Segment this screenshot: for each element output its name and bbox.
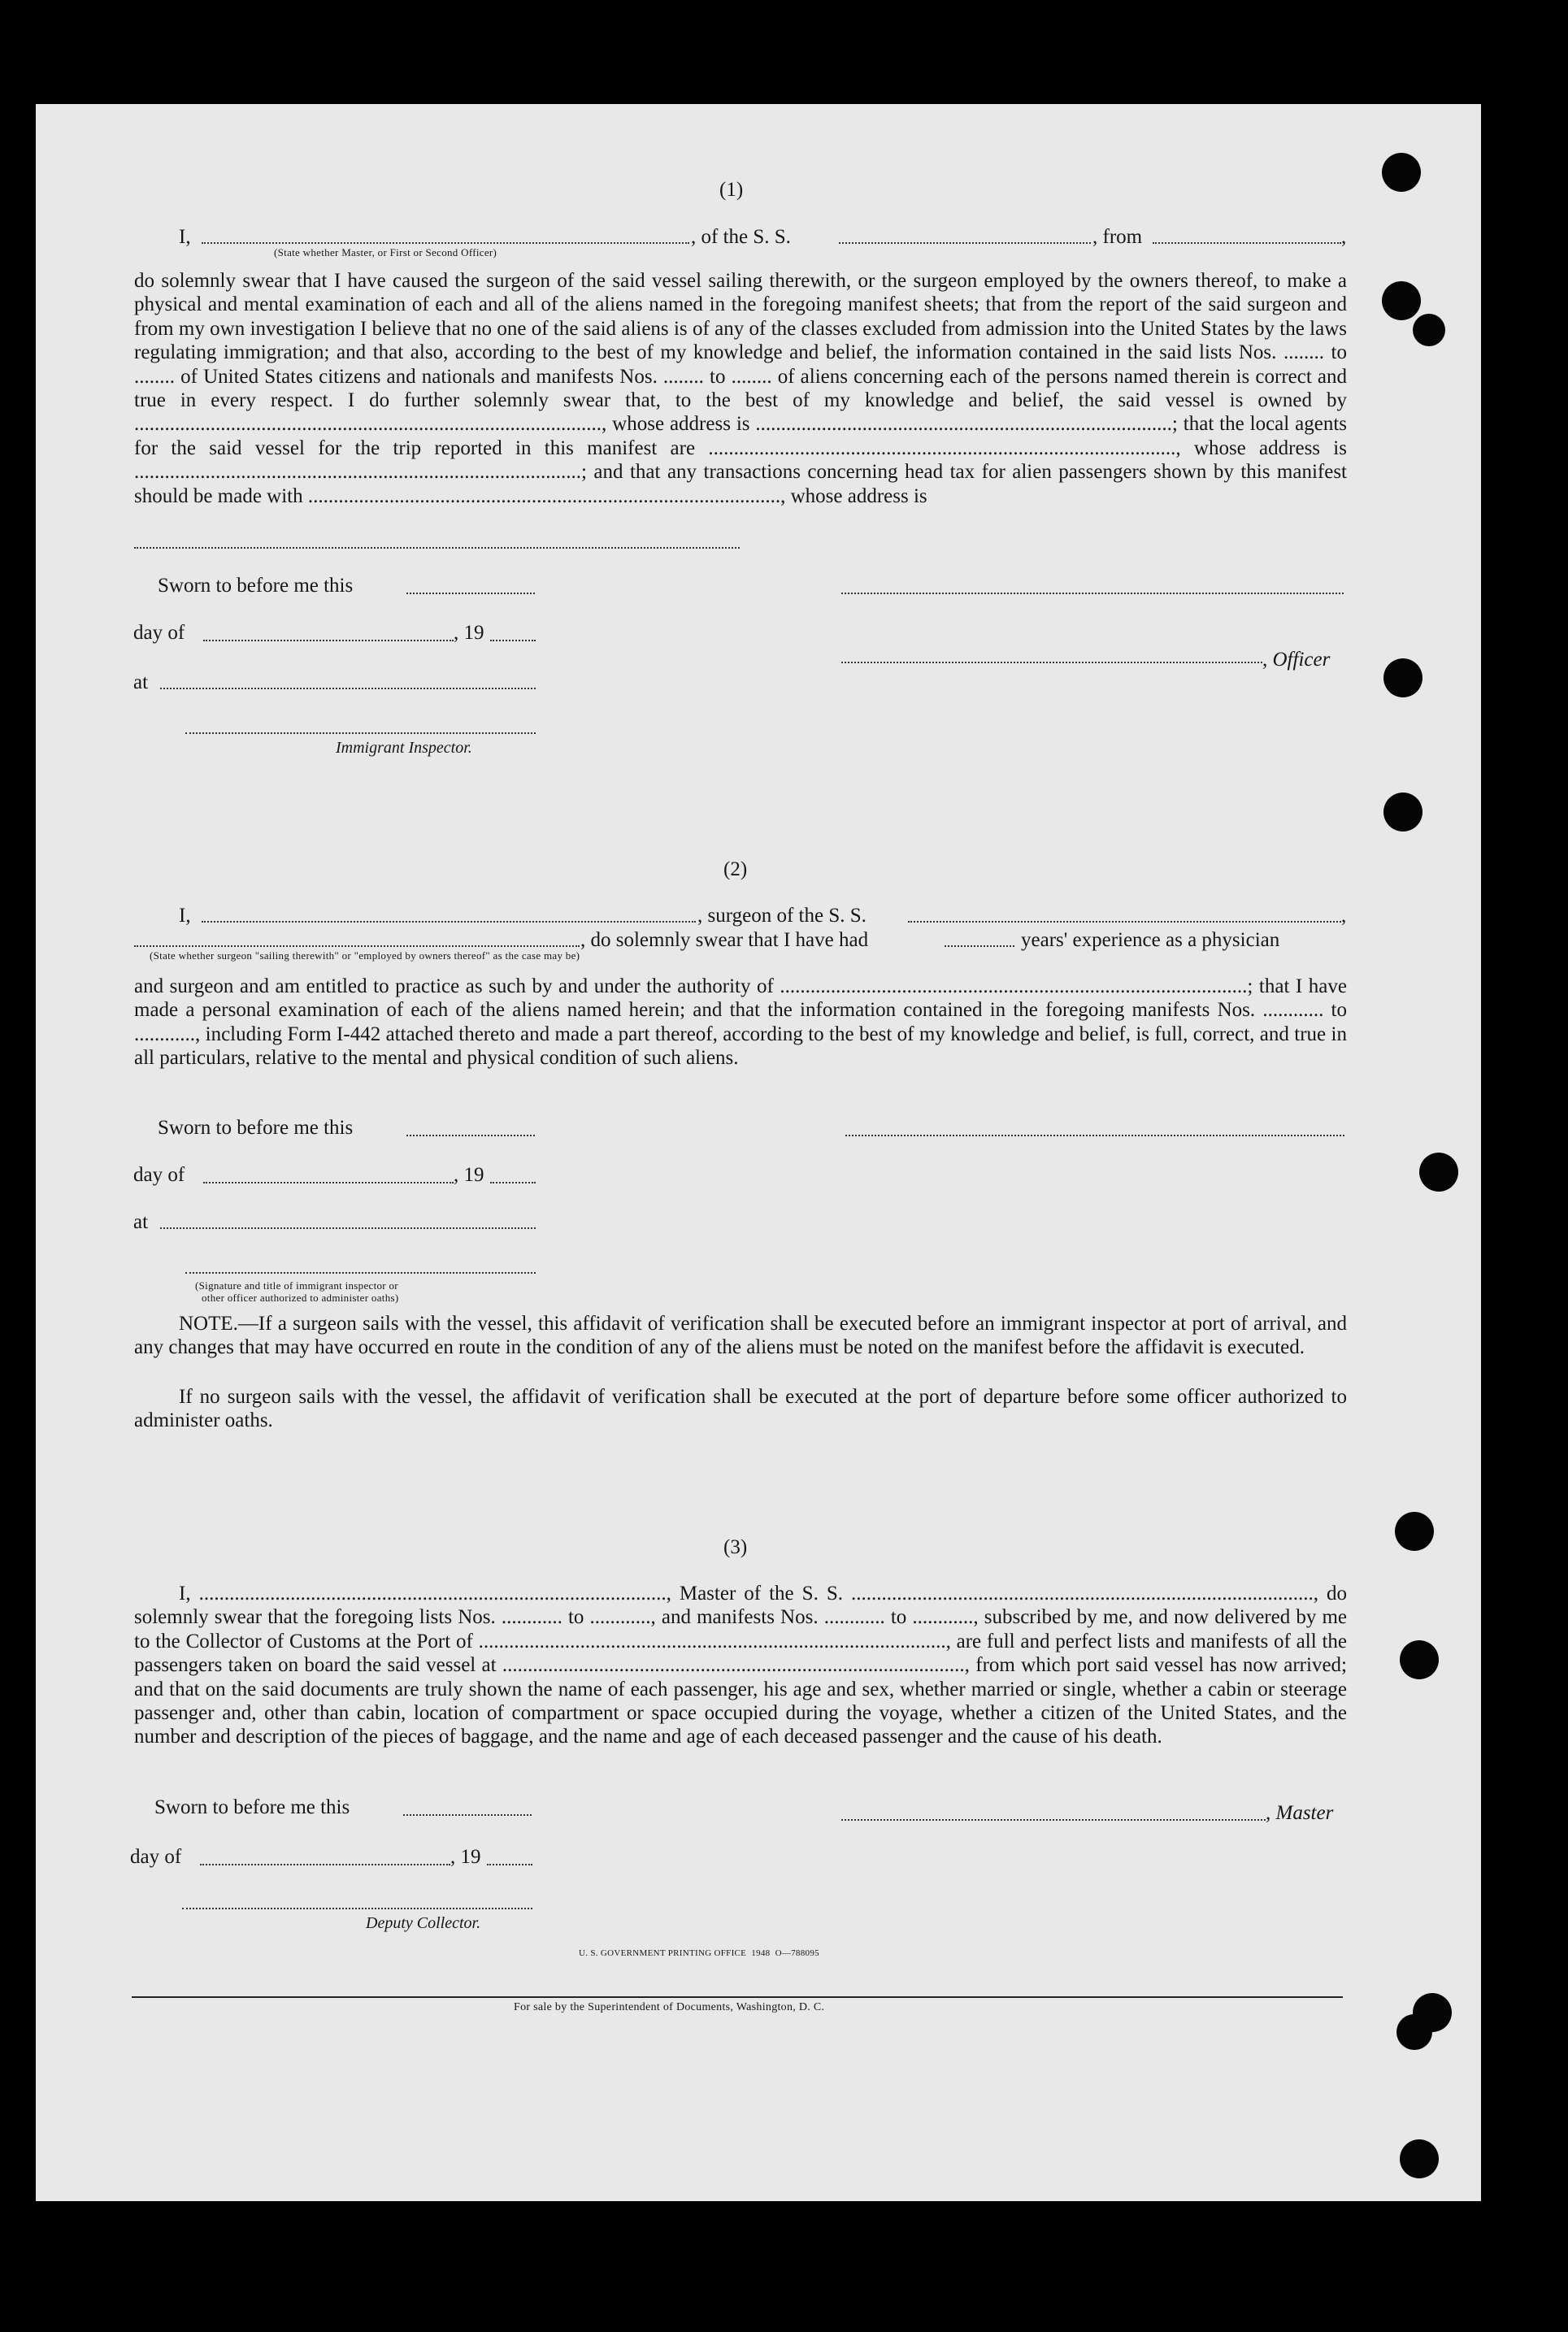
note-paragraph-2: If no surgeon sails with the vessel, the affidavit of verification shall be executed at the port of departure before some officer authorized to administer oaths. (134, 1386, 1347, 1432)
sworn-label: Sworn to before me this (154, 1796, 350, 1818)
at-label: at (133, 671, 149, 693)
surgeon-label: , surgeon of the S. S. (697, 905, 867, 927)
day-of-label: day of (133, 622, 185, 644)
inspector-signature-blank[interactable] (185, 732, 536, 734)
punch-hole (1413, 314, 1445, 346)
note-paragraph: NOTE.—If a surgeon sails with the vessel, this affidavit of verification shall be executed before an immigrant inspector at port of arrival, and any changes that may have occurred en route in the condition of any of the aliens must be noted on the manifest before the affidavit is executed. (134, 1313, 1347, 1359)
sale-notice: For sale by the Superintendent of Documents, Washington, D. C. (514, 2001, 825, 2013)
inspector-signature-blank[interactable] (185, 1272, 536, 1274)
sworn-label: Sworn to before me this (158, 575, 354, 597)
surgeon-signature-blank[interactable] (845, 1135, 1344, 1136)
day-of-label: day of (133, 1164, 185, 1186)
punch-hole (1419, 1153, 1458, 1192)
punch-hole (1383, 793, 1422, 832)
year-blank[interactable] (490, 1182, 536, 1183)
surgeon-status-blank[interactable] (134, 945, 580, 947)
section-number: (2) (723, 858, 748, 880)
master-signature-blank[interactable] (841, 1819, 1266, 1821)
year-label: , 19 (454, 1164, 484, 1186)
year-blank[interactable] (487, 1864, 532, 1865)
sworn-date-blank[interactable] (406, 593, 535, 594)
day-of-blank[interactable] (203, 1182, 454, 1183)
years-blank[interactable] (945, 945, 1014, 947)
punch-hole (1382, 281, 1421, 320)
punch-hole (1382, 153, 1421, 192)
punch-hole (1396, 2014, 1432, 2050)
sworn-label: Sworn to before me this (158, 1117, 354, 1139)
punctuation: , (1341, 226, 1347, 248)
master-label: , Master (1266, 1802, 1334, 1824)
from-label: , from (1092, 226, 1143, 248)
at-label: at (133, 1211, 149, 1233)
surgeon-caption: (State whether surgeon "sailing therewith" or "employed by owners thereof" as the case may be) (150, 949, 580, 962)
collector-signature-blank[interactable] (182, 1908, 532, 1909)
footer-rule (132, 1996, 1343, 1998)
section-number: (1) (719, 179, 744, 201)
day-of-blank[interactable] (200, 1864, 450, 1865)
year-label: , 19 (454, 622, 484, 644)
years-label: years' experience as a physician (1021, 929, 1280, 951)
punch-hole (1400, 2139, 1439, 2178)
punch-hole (1400, 1640, 1439, 1679)
year-blank[interactable] (490, 640, 536, 641)
collector-caption: Deputy Collector. (366, 1914, 481, 1932)
inspector-caption: Immigrant Inspector. (336, 739, 472, 757)
affiant-label: I, (179, 226, 191, 248)
section-number: (3) (723, 1536, 748, 1558)
affiant-label: I, (179, 905, 191, 927)
address-blank[interactable] (134, 547, 740, 549)
punch-hole (1395, 1512, 1434, 1551)
oath-paragraph: do solemnly swear that I have caused the surgeon of the said vessel sailing therewith, or the surgeon employed by the owners thereof, to make a physical and mental examination of each and all of the aliens named in the foregoing manifest sheets; that from the report of the said surgeon and from my own investigation I believe that no one of the said aliens is of any of the classes excluded from admission into the United States by the laws regulating immigration; and that also, according to the best of my knowledge and belief, the information contained in the said lists Nos. ........ to ........ of United States citizens and nationals and manifests Nos. ........ to ........ of aliens concerning each of the persons named therein is correct and true in every respect. I do further solemnly swear that, to the best of my knowledge and belief, the said vessel is owned by ............................................................................................, whose address is ..................................................................................; that the local agents for the said vessel for the trip reported in this manifest are ............................................................................................, whose address is ........................................................................................; and that any transactions concerning head tax for alien passengers shown by this manifest should be made with ............................................................................................., whose address is (134, 270, 1347, 507)
officer-title-blank[interactable] (841, 662, 1262, 663)
sworn-date-blank[interactable] (406, 1135, 535, 1136)
signature-caption: other officer authorized to administer oaths) (202, 1292, 399, 1304)
surgeon-paragraph: and surgeon and am entitled to practice as such by and under the authority of ............................................................................................; that I have made a personal examination of each of the aliens named herein; and that the information contained in the foregoing manifests Nos. ............ to ............, including Form I-442 attached thereto and made a part thereof, according to the best of my knowledge and belief, is full, correct, and true in all particulars, relative to the mental and physical condition of such aliens. (134, 975, 1347, 1070)
vessel-name-blank[interactable] (839, 242, 1091, 244)
swear-label: , do solemnly swear that I have had (580, 929, 869, 951)
year-label: , 19 (450, 1846, 481, 1868)
surgeon-name-blank[interactable] (202, 921, 696, 923)
master-caption: (State whether Master, or First or Second Officer) (274, 246, 497, 258)
vessel-label: , of the S. S. (691, 226, 791, 248)
officer-signature-blank[interactable] (841, 593, 1344, 594)
day-of-blank[interactable] (203, 640, 454, 641)
signature-caption: (Signature and title of immigrant inspector or (195, 1279, 398, 1292)
day-of-label: day of (130, 1846, 182, 1868)
from-port-blank[interactable] (1153, 242, 1341, 244)
punctuation: , (1341, 905, 1347, 927)
officer-label: , Officer (1262, 649, 1331, 671)
at-blank[interactable] (160, 1227, 536, 1229)
punch-hole (1383, 658, 1422, 697)
vessel-name-blank[interactable] (908, 921, 1341, 923)
master-paragraph: I, ............................................................................................, Master of the S. S. ..........................................................................................., do solemnly swear that the foregoing lists Nos. ............ to ............, and manifests Nos. ............ to ............, subscribed by me, and now delivered by me to the Collector of Customs at the Port of ............................................................................................, are full and perfect lists and manifests of all the passengers taken on board the said vessel at ..........................................................................................., from which port said vessel has now arrived; and that on the said documents are truly shown the name of each passenger, his age and sex, whether married or single, whether a cabin or steerage passenger and, other than cabin, location of compartment or space occupied during the voyage, whether a citizen of the United States, and the number and description of the pieces of baggage, and the name and age of each deceased passenger and the cause of his death. (134, 1583, 1347, 1748)
sworn-date-blank[interactable] (403, 1814, 532, 1816)
master-name-blank[interactable] (202, 242, 689, 244)
at-blank[interactable] (160, 688, 536, 689)
printing-office-imprint: U. S. GOVERNMENT PRINTING OFFICE 1948 O—788095 (579, 1948, 819, 1958)
